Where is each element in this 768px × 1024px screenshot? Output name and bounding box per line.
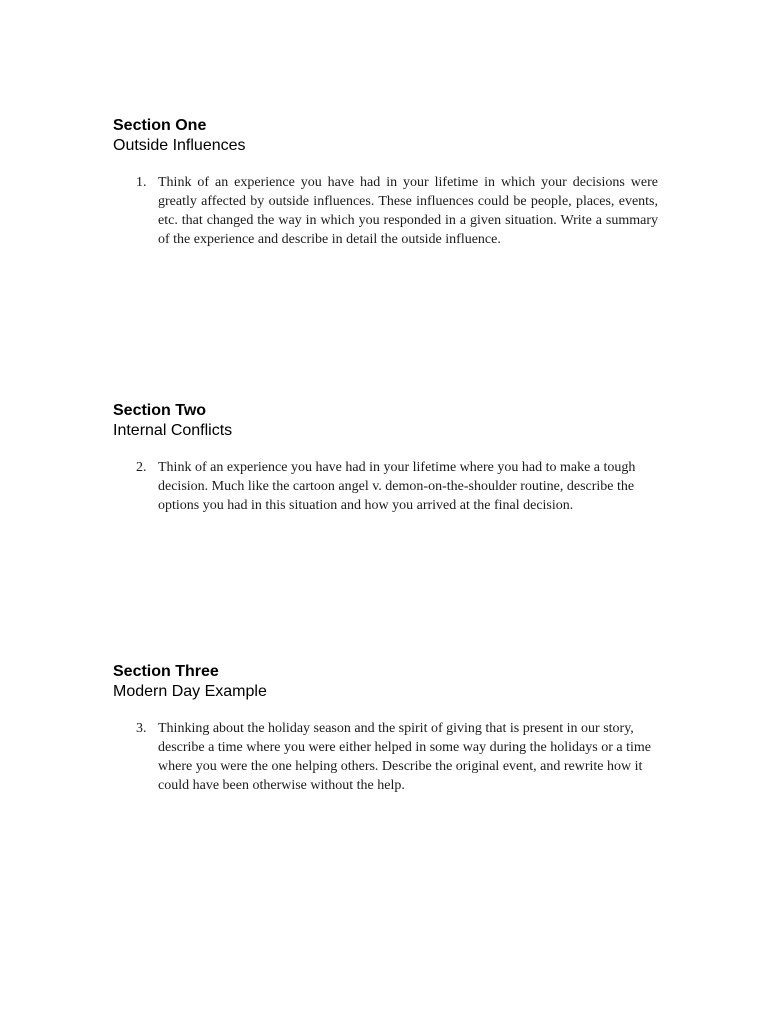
- section-title: Section One: [113, 117, 207, 134]
- section-title: Section Three: [113, 663, 219, 680]
- question-text: Think of an experience you have had in your lifetime in which your decisions were greatly affected by outside influences. These influences could be people, places, events, etc. that changed the way in which you responded in a given situation. Write a summary of the experience and describe in detail the outside influence.: [158, 175, 658, 247]
- section-subtitle: Internal Conflicts: [113, 422, 233, 439]
- section-three: [113, 662, 658, 795]
- section-subtitle: Modern Day Example: [113, 683, 267, 700]
- question-number: 2.: [136, 460, 147, 475]
- section-title: Section Two: [113, 402, 207, 419]
- question-item: [113, 719, 658, 795]
- question-item: [113, 173, 658, 249]
- question-number: 1.: [136, 175, 147, 190]
- question-number: 3.: [136, 721, 147, 736]
- question-text: Think of an experience you have had in your lifetime where you had to make a tough decision. Much like the cartoon angel v. demon-on-the-shoulder routine, describe the options you had in this situation and how you arrived at the final decision.: [158, 460, 636, 513]
- section-subtitle: Outside Influences: [113, 137, 246, 154]
- section-two: [113, 401, 658, 515]
- question-item: [113, 458, 658, 515]
- section-one: [113, 116, 658, 249]
- question-text: Thinking about the holiday season and the spirit of giving that is present in our story, describe a time where you were either helped in some way during the holidays or a time where you were the one helping others. Describe the original event, and rewrite how it could have been otherwise without the help.: [158, 721, 651, 793]
